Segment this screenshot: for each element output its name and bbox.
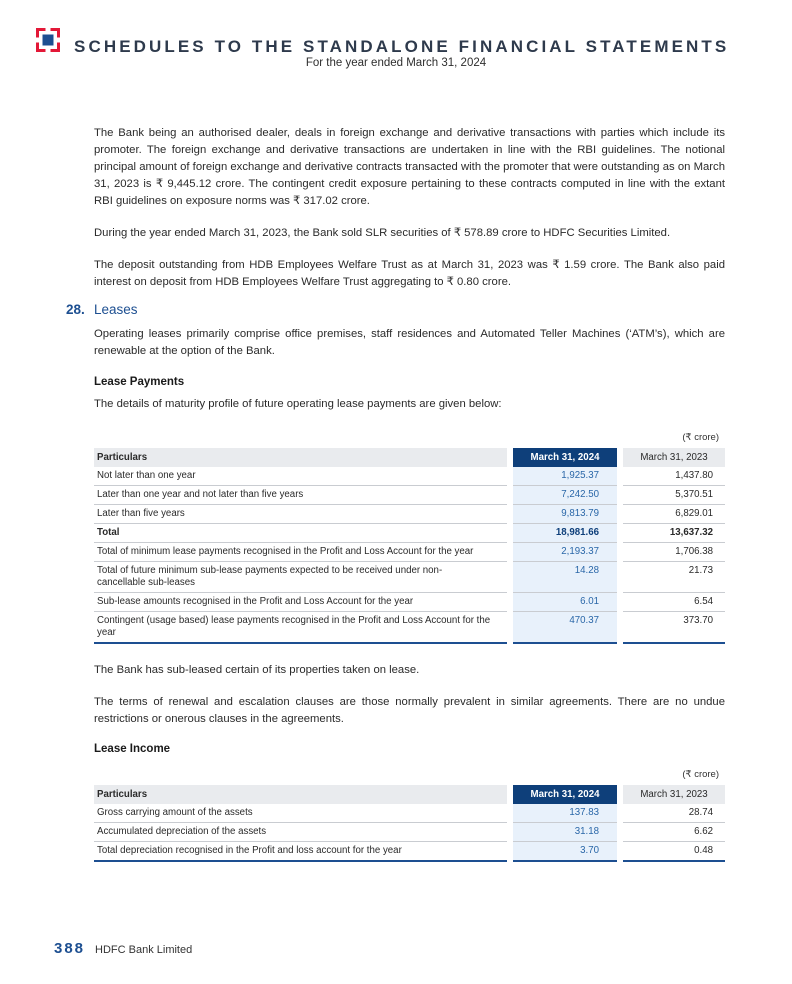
intro-text xyxy=(94,125,725,291)
row-label: Not later than one year xyxy=(94,467,507,486)
unit-label: (₹ crore) xyxy=(682,432,719,443)
value-2023: 6.54 xyxy=(623,593,725,612)
middle-text xyxy=(94,662,725,728)
lease-payments-block xyxy=(94,376,725,644)
section-title: Leases xyxy=(94,302,138,317)
column-header: March 31, 2024 xyxy=(513,785,617,804)
row-label: Gross carrying amount of the assets xyxy=(94,804,507,823)
page-header xyxy=(0,0,792,80)
value-2024: 2,193.37 xyxy=(513,543,617,562)
table-row xyxy=(94,486,725,505)
unit-label: (₹ crore) xyxy=(682,769,719,780)
paragraph: During the year ended March 31, 2023, the Bank sold SLR securities of ₹ 578.89 crore to HDFC Securities Limited. xyxy=(94,227,671,239)
table-header-row xyxy=(94,448,725,467)
section-leases xyxy=(66,302,726,317)
table-row xyxy=(94,593,725,612)
row-label: Contingent (usage based) lease payments recognised in the Profit and Loss Account for the year xyxy=(94,612,507,644)
row-label: Total xyxy=(94,524,507,543)
row-label: Accumulated depreciation of the assets xyxy=(94,823,507,842)
value-2023: 6,829.01 xyxy=(623,505,725,524)
value-2024: 3.70 xyxy=(513,842,617,862)
value-2024: 7,242.50 xyxy=(513,486,617,505)
paragraph: The terms of renewal and escalation clauses are those normally prevalent in similar agreements. There are no undue restrictions or onerous clauses in the agreements. xyxy=(94,696,725,725)
paragraph: The Bank being an authorised dealer, deals in foreign exchange and derivative transactions with parties which include its promoter. The foreign exchange and derivative transactions are undertaken in line with the RBI guidelines. The notional principal amount of foreign exchange and derivative contracts transacted with the promoter that were outstanding as on March 31, 2023 is ₹ 9,445.12 crore. The contingent credit exposure pertaining to these contracts computed in line with the extant RBI guidelines on exposure norms was ₹ 317.02 crore. xyxy=(94,127,725,207)
table-header-row xyxy=(94,785,725,804)
table-row xyxy=(94,467,725,486)
value-2024: 137.83 xyxy=(513,804,617,823)
paragraph: The deposit outstanding from HDB Employees Welfare Trust as at March 31, 2023 was ₹ 1.59 crore. The Bank also paid interest on deposit from HDB Employees Welfare Trust aggregating to ₹ 0.80 crore. xyxy=(94,259,725,288)
column-header: Particulars xyxy=(94,448,507,467)
row-label: Total of minimum lease payments recognised in the Profit and Loss Account for the year xyxy=(94,543,507,562)
row-label: Later than five years xyxy=(94,505,507,524)
table-row xyxy=(94,505,725,524)
table-row xyxy=(94,543,725,562)
lease-income-block xyxy=(94,743,725,862)
table-total-row xyxy=(94,524,725,543)
row-label: Later than one year and not later than five years xyxy=(94,486,507,505)
table-row xyxy=(94,562,725,593)
value-2024: 1,925.37 xyxy=(513,467,617,486)
value-2023: 5,370.51 xyxy=(623,486,725,505)
column-header: March 31, 2023 xyxy=(623,785,725,804)
column-header: Particulars xyxy=(94,785,507,804)
section-number: 28. xyxy=(66,302,85,317)
value-2023: 28.74 xyxy=(623,804,725,823)
value-2023: 1,437.80 xyxy=(623,467,725,486)
value-2023: 1,706.38 xyxy=(623,543,725,562)
page-subtitle: For the year ended March 31, 2024 xyxy=(305,57,487,69)
paragraph: Operating leases primarily comprise office premises, staff residences and Automated Teller Machines (‘ATM’s), which are renewable at the option of the Bank. xyxy=(94,328,725,357)
table-row xyxy=(94,842,725,862)
lease-income-table xyxy=(94,785,725,862)
row-label: Sub-lease amounts recognised in the Profit and Loss Account for the year xyxy=(94,593,507,612)
hdfc-logo-icon xyxy=(36,28,60,52)
value-2023: 373.70 xyxy=(623,612,725,644)
paragraph: The details of maturity profile of future operating lease payments are given below: xyxy=(94,398,502,410)
page-title: SCHEDULES TO THE STANDALONE FINANCIAL STATEMENTS xyxy=(74,37,730,56)
subheading: Lease Income xyxy=(94,743,171,755)
row-label: Total depreciation recognised in the Profit and loss account for the year xyxy=(94,842,507,862)
paragraph: The Bank has sub-leased certain of its properties taken on lease. xyxy=(94,664,420,676)
subheading: Lease Payments xyxy=(94,376,185,388)
value-2023: 13,637.32 xyxy=(623,524,725,543)
section-intro xyxy=(94,326,725,360)
value-2024: 6.01 xyxy=(513,593,617,612)
value-2024: 470.37 xyxy=(513,612,617,644)
section-heading xyxy=(66,302,726,317)
table-row xyxy=(94,804,725,823)
row-label: Total of future minimum sub-lease payments expected to be received under non-cancellable sub-leases xyxy=(94,562,507,593)
page-footer xyxy=(54,940,192,957)
value-2024: 18,981.66 xyxy=(513,524,617,543)
column-header: March 31, 2024 xyxy=(513,448,617,467)
value-2024: 14.28 xyxy=(513,562,617,593)
value-2024: 9,813.79 xyxy=(513,505,617,524)
table-row xyxy=(94,612,725,644)
page-number: 388 xyxy=(54,940,86,957)
value-2023: 6.62 xyxy=(623,823,725,842)
company-name: HDFC Bank Limited xyxy=(95,944,193,956)
column-header: March 31, 2023 xyxy=(623,448,725,467)
value-2023: 0.48 xyxy=(623,842,725,862)
value-2024: 31.18 xyxy=(513,823,617,842)
value-2023: 21.73 xyxy=(623,562,725,593)
lease-payments-table xyxy=(94,448,725,644)
table-row xyxy=(94,823,725,842)
